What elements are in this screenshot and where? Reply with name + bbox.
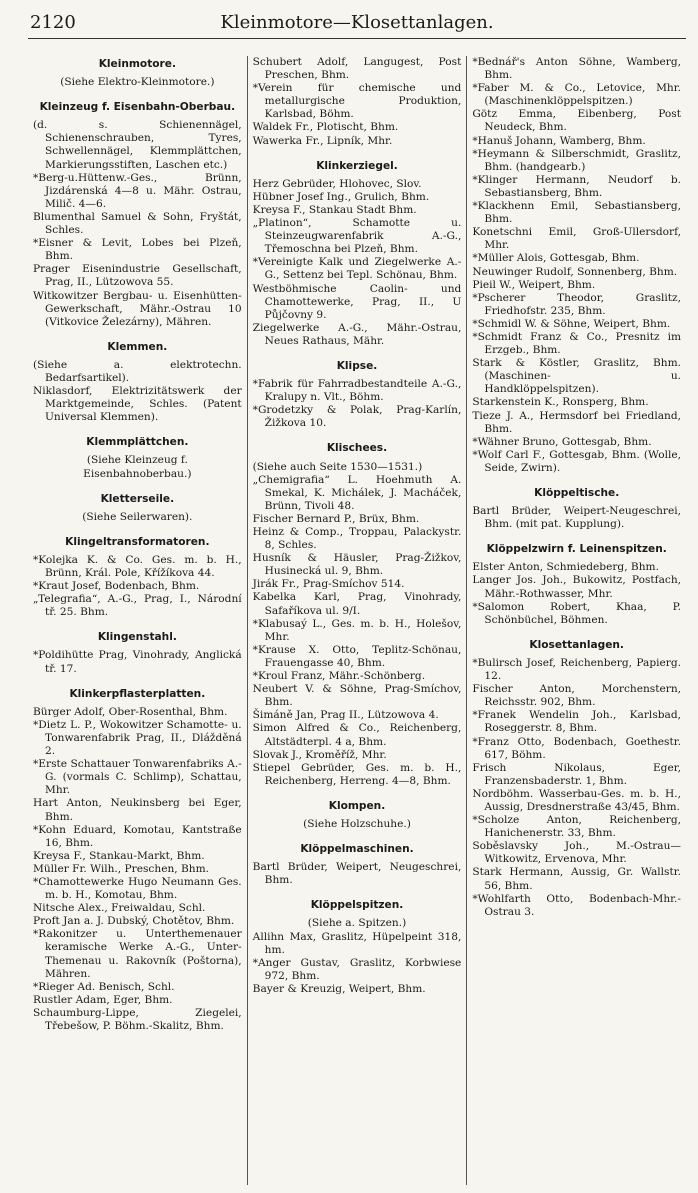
- directory-entry: Stark & Köstler, Graslitz, Bhm. (Maschinen- u. Handklöppelspitzen).: [472, 357, 682, 396]
- directory-entry: Husník & Häusler, Prag-Žižkov, Husinecká ul. 9, Bhm.: [252, 552, 462, 578]
- directory-entry: Tieze J. A., Hermsdorf bei Friedland, Bhm.: [472, 409, 682, 435]
- directory-entry: Kreysa F., Stankau-Markt, Bhm.: [33, 849, 205, 862]
- column-2: [247, 56, 467, 1185]
- directory-entry: Neuwinger Rudolf, Sonnenberg, Bhm.: [472, 265, 678, 278]
- directory-entry: (d. s. Schienennägel, Schienenschrauben, Tyres, Schwellennägel, Klemmplättchen, Markierungsstiften, Laschen etc.): [33, 119, 242, 171]
- directory-entry: Prager Eisenindustrie Gesellschaft, Prag, II., Lützowova 55.: [33, 263, 242, 289]
- directory-entry: *Fabrik für Fahrradbestandteile A.-G., Kralupy n. Vlt., Böhm.: [252, 378, 462, 404]
- directory-entry: *Franz Otto, Bodenbach, Goethestr. 617, Böhm.: [472, 735, 682, 761]
- directory-entry: *Erste Schattauer Tonwarenfabriks A.-G. (vormals C. Schlimp), Schattau, Mhr.: [33, 758, 242, 797]
- directory-entry: „Chemigrafia“ L. Hoehmuth A. Smekal, K. Michálek, J. Macháček, Brünn, Tivoli 48.: [252, 473, 462, 512]
- directory-entry: Elster Anton, Schmiedeberg, Bhm.: [472, 561, 659, 574]
- directory-entry: *Hanuš Johann, Wamberg, Bhm.: [472, 134, 646, 147]
- directory-entry: *Eisner & Levit, Lobes bei Plzeň, Bhm.: [33, 237, 242, 263]
- directory-entry: Herz Gebrüder, Hlohovec, Slov.: [252, 177, 422, 190]
- directory-entry: *Kroul Franz, Mähr.-Schönberg.: [252, 670, 426, 683]
- directory-entry: Rustler Adam, Eger, Bhm.: [33, 993, 173, 1006]
- directory-entry: Stark Hermann, Aussig, Gr. Wallstr. 56, Bhm.: [472, 866, 682, 892]
- directory-entry: Jirák Fr., Prag-Smíchov 514.: [252, 578, 405, 591]
- directory-entry: *Verein für chemische und metallurgische Produktion, Karlsbad, Böhm.: [252, 82, 462, 121]
- directory-entry: (Siehe Elektro-Kleinmotore.): [60, 76, 215, 89]
- section-heading: Klosettanlagen.: [529, 638, 624, 651]
- column-3: [466, 56, 686, 1185]
- page-number: 2120: [30, 12, 76, 33]
- directory-entry: Pieil W., Weipert, Bhm.: [472, 278, 596, 291]
- header-rule: [28, 38, 686, 39]
- directory-entry: *Klackhenn Emil, Sebastiansberg, Bhm.: [472, 200, 682, 226]
- section-heading: Kleinzeug f. Eisenbahn-Oberbau.: [39, 101, 236, 114]
- directory-entry: *Rakonitzer u. Unterthemenauer keramische Werke A.-G., Unter-Themenau u. Rakovník (Poštorna), Mähren.: [33, 928, 242, 980]
- directory-entry: *Wohlfarth Otto, Bodenbach-Mhr.-Ostrau 3.: [472, 892, 682, 918]
- page-title: Kleinmotore—Klosettanlagen.: [220, 12, 494, 33]
- directory-entry: Fischer Anton, Morchenstern, Reichsstr. 902, Bhm.: [472, 683, 682, 709]
- directory-entry: *Anger Gustav, Graslitz, Korbwiese 972, Bhm.: [252, 956, 462, 982]
- section-heading: Klöppeltische.: [534, 487, 620, 499]
- directory-entry: Simon Alfred & Co., Reichenberg, Altstädterpl. 4 a, Bhm.: [252, 722, 462, 748]
- directory-entry: Kabelka Karl, Prag, Vinohrady, Safaříkova ul. 9/I.: [252, 591, 462, 617]
- directory-entry: *Rieger Ad. Benisch, Schl.: [33, 980, 175, 993]
- directory-entry: Schubert Adolf, Langugest, Post Preschen, Bhm.: [252, 56, 462, 82]
- directory-entry: Fischer Bernard P., Brüx, Bhm.: [252, 512, 420, 525]
- directory-entry: *Heymann & Silberschmidt, Graslitz, Bhm. (handgearb.): [472, 147, 682, 173]
- directory-entry: Heinz & Comp., Troppau, Palackystr. 8, Schles.: [252, 526, 462, 552]
- directory-entry: Bayer & Kreuzig, Weipert, Bhm.: [252, 982, 426, 995]
- directory-entry: *Poldihütte Prag, Vinohrady, Anglická tř. 17.: [33, 649, 242, 675]
- directory-entry: *Vereinigte Kalk und Ziegelwerke A.-G., Settenz bei Tepl. Schönau, Bhm.: [252, 256, 462, 282]
- directory-entry: Bartl Brüder, Weipert-Neugeschrei, Bhm. (mit pat. Kupplung).: [472, 505, 682, 531]
- directory-entry: *Dietz L. P., Wokowitzer Schamotte- u. Tonwarenfabrik Prag, II., Dlážděná 2.: [33, 718, 242, 758]
- directory-entry: Stiepel Gebrüder, Ges. m. b. H., Reichenberg, Herreng. 4—8, Bhm.: [252, 761, 462, 787]
- directory-entry: *Scholze Anton, Reichenberg, Hanichenerstr. 33, Bhm.: [472, 814, 682, 840]
- directory-entry: *Kraut Josef, Bodenbach, Bhm.: [33, 580, 200, 593]
- directory-entry: *Chamottewerke Hugo Neumann Ges. m. b. H., Komotau, Bhm.: [33, 875, 242, 902]
- directory-entry: Kreysa F., Stankau Stadt Bhm.: [252, 203, 417, 216]
- directory-entry: Slovak J., Kroměříž, Mhr.: [252, 748, 387, 761]
- directory-entry: *Müller Alois, Gottesgab, Bhm.: [472, 252, 640, 265]
- directory-entry: Konetschni Emil, Groß-Ullersdorf, Mhr.: [472, 226, 682, 252]
- directory-entry: (Siehe Holzschuhe.): [303, 817, 411, 830]
- page-header: [28, 8, 686, 38]
- directory-entry: Nitsche Alex., Freiwaldau, Schl.: [33, 902, 206, 915]
- section-heading: Klöppelzwirn f. Leinenspitzen.: [486, 543, 667, 556]
- directory-entry: Hart Anton, Neukinsberg bei Eger, Bhm.: [33, 797, 242, 823]
- section-heading: Klemmplättchen.: [86, 436, 189, 449]
- directory-entry: Proft Jan a. J. Dubský, Chotětov, Bhm.: [33, 915, 235, 928]
- section-heading: Klischees.: [326, 442, 388, 455]
- section-heading: Klöppelspitzen.: [310, 899, 404, 912]
- directory-entry: *Bulirsch Josef, Reichenberg, Papierg. 12.: [472, 656, 682, 683]
- directory-entry: Niklasdorf, Elektrizitätswerk der Marktgemeinde, Schles. (Patent Universal Klemmen).: [33, 385, 242, 424]
- section-heading: Klingeltransformatoren.: [65, 535, 210, 548]
- section-heading: Klemmen.: [107, 340, 168, 353]
- directory-entry: *Grodetzky & Polak, Prag-Karlín, Žižkova 10.: [252, 404, 462, 430]
- directory-entry: Šimáně Jan, Prag II., Lützowova 4.: [252, 709, 439, 722]
- directory-entry: *Berg-u.Hüttenw.-Ges., Brünn, Jizdárenská 4—8 u. Mähr. Ostrau, Milič. 4—6.: [33, 171, 242, 210]
- directory-entry: Soběslavsky Joh., M.-Ostrau—Witkowitz, Ervenova, Mhr.: [472, 840, 682, 866]
- directory-entry: Schaumburg-Lippe, Ziegelei, Třebešow, P. Böhm.-Skalitz, Bhm.: [33, 1006, 242, 1032]
- directory-entry: *Salomon Robert, Khaa, P. Schönbüchel, Böhmen.: [472, 600, 682, 626]
- directory-entry: Götz Emma, Eibenberg, Post Neudeck, Bhm.: [472, 108, 682, 134]
- section-heading: Klompen.: [328, 799, 386, 812]
- section-heading: Klinkerziegel.: [316, 159, 398, 172]
- directory-entry: Frisch Nikolaus, Eger, Franzensbaderstr. 1, Bhm.: [472, 761, 682, 787]
- directory-entry: *Wähner Bruno, Gottesgab, Bhm.: [472, 435, 652, 448]
- section-heading: Klipse.: [336, 359, 378, 372]
- section-heading: Klöppelmaschinen.: [300, 843, 414, 856]
- directory-entry: (Siehe Seilerwaren).: [82, 510, 193, 523]
- directory-entry: Nordböhm. Wasserbau-Ges. m. b. H., Aussig, Dresdnerstraße 43/45, Bhm.: [472, 787, 682, 813]
- section-heading: Kleinmotore.: [98, 58, 176, 70]
- directory-entry: Bartl Brüder, Weipert, Neugeschrei, Bhm.: [252, 861, 462, 887]
- directory-entry: Ziegelwerke A.-G., Mähr.-Ostrau, Neues Rathaus, Mähr.: [252, 321, 462, 347]
- directory-entry: Allihn Max, Graslitz, Hüpelpeint 318, hm.: [252, 930, 462, 956]
- directory-entry: *Faber M. & Co., Letovice, Mhr. (Maschinenklöppelspitzen.): [472, 82, 682, 108]
- column-1: [28, 56, 247, 1185]
- directory-entry: *Klinger Hermann, Neudorf b. Sebastiansberg, Bhm.: [472, 173, 682, 199]
- directory-entry: (Siehe a. Spitzen.): [307, 917, 407, 930]
- directory-entry: *Wolf Carl F., Gottesgab, Bhm. (Wolle, Seide, Zwirn).: [472, 448, 682, 474]
- directory-entry: *Klabusaý L., Ges. m. b. H., Holešov, Mhr.: [252, 617, 462, 643]
- directory-entry: (Siehe Kleinzeug f. Eisenbahnoberbau.): [83, 454, 192, 480]
- directory-entry: Wawerka Fr., Lipník, Mhr.: [252, 134, 393, 147]
- directory-entry: *Schmidl W. & Söhne, Weipert, Bhm.: [472, 317, 671, 330]
- directory-entry: „Telegrafia“, A.-G., Prag, I., Národní tř. 25. Bhm.: [33, 593, 242, 619]
- directory-entry: Müller Fr. Wilh., Preschen, Bhm.: [33, 862, 210, 875]
- directory-entry: Bürger Adolf, Ober-Rosenthal, Bhm.: [33, 705, 228, 718]
- directory-entry: *Krause X. Otto, Teplitz-Schönau, Frauengasse 40, Bhm.: [252, 643, 462, 669]
- section-heading: Kletterseile.: [100, 492, 175, 505]
- directory-entry: Neubert V. & Söhne, Prag-Smíchov, Bhm.: [252, 683, 462, 709]
- directory-entry: *Kolejka K. & Co. Ges. m. b. H., Brünn, Král. Pole, Křížíkova 44.: [33, 553, 242, 579]
- directory-entry: Westböhmische Caolin- und Chamottewerke, Prag, II., U Půjčovny 9.: [252, 282, 462, 321]
- directory-entry: *Bednář's Anton Söhne, Wamberg, Bhm.: [472, 56, 682, 82]
- section-heading: Klingenstahl.: [97, 631, 177, 644]
- directory-entry: *Franek Wendelin Joh., Karlsbad, Roseggerstr. 8, Bhm.: [472, 709, 682, 735]
- directory-entry: „Platinon“, Schamotte u. Steinzeugwarenfabrik A.-G., Třemoschna bei Plzeň, Bhm.: [252, 217, 462, 256]
- directory-entry: *Kohn Eduard, Komotau, Kantstraße 16, Bhm.: [33, 823, 242, 849]
- directory-entry: Witkowitzer Bergbau- u. Eisenhütten-Gewerkschaft, Mähr.-Ostrau 10 (Vitkovice Železárny), Mähren.: [33, 289, 242, 328]
- directory-entry: *Pscherer Theodor, Graslitz, Friedhofstr. 235, Bhm.: [472, 291, 682, 317]
- directory-entry: Hübner Josef Ing., Grulich, Bhm.: [252, 190, 430, 203]
- directory-entry: *Schmidt Franz & Co., Presnitz im Erzgeb., Bhm.: [472, 330, 682, 357]
- section-heading: Klinkerpflasterplatten.: [69, 687, 206, 700]
- directory-entry: Waldek Fr., Plotischt, Bhm.: [252, 121, 399, 134]
- directory-entry: Blumenthal Samuel & Sohn, Fryštát, Schles.: [33, 210, 242, 237]
- directory-entry: (Siehe auch Seite 1530—1531.): [252, 460, 423, 473]
- directory-entry: Starkenstein K., Ronsperg, Bhm.: [472, 396, 649, 409]
- directory-entry: (Siehe a. elektrotechn. Bedarfsartikel).: [33, 358, 242, 384]
- directory-entry: Langer Jos. Joh., Bukowitz, Postfach, Mähr.-Rothwasser, Mhr.: [472, 574, 682, 600]
- directory-columns: [28, 56, 686, 1185]
